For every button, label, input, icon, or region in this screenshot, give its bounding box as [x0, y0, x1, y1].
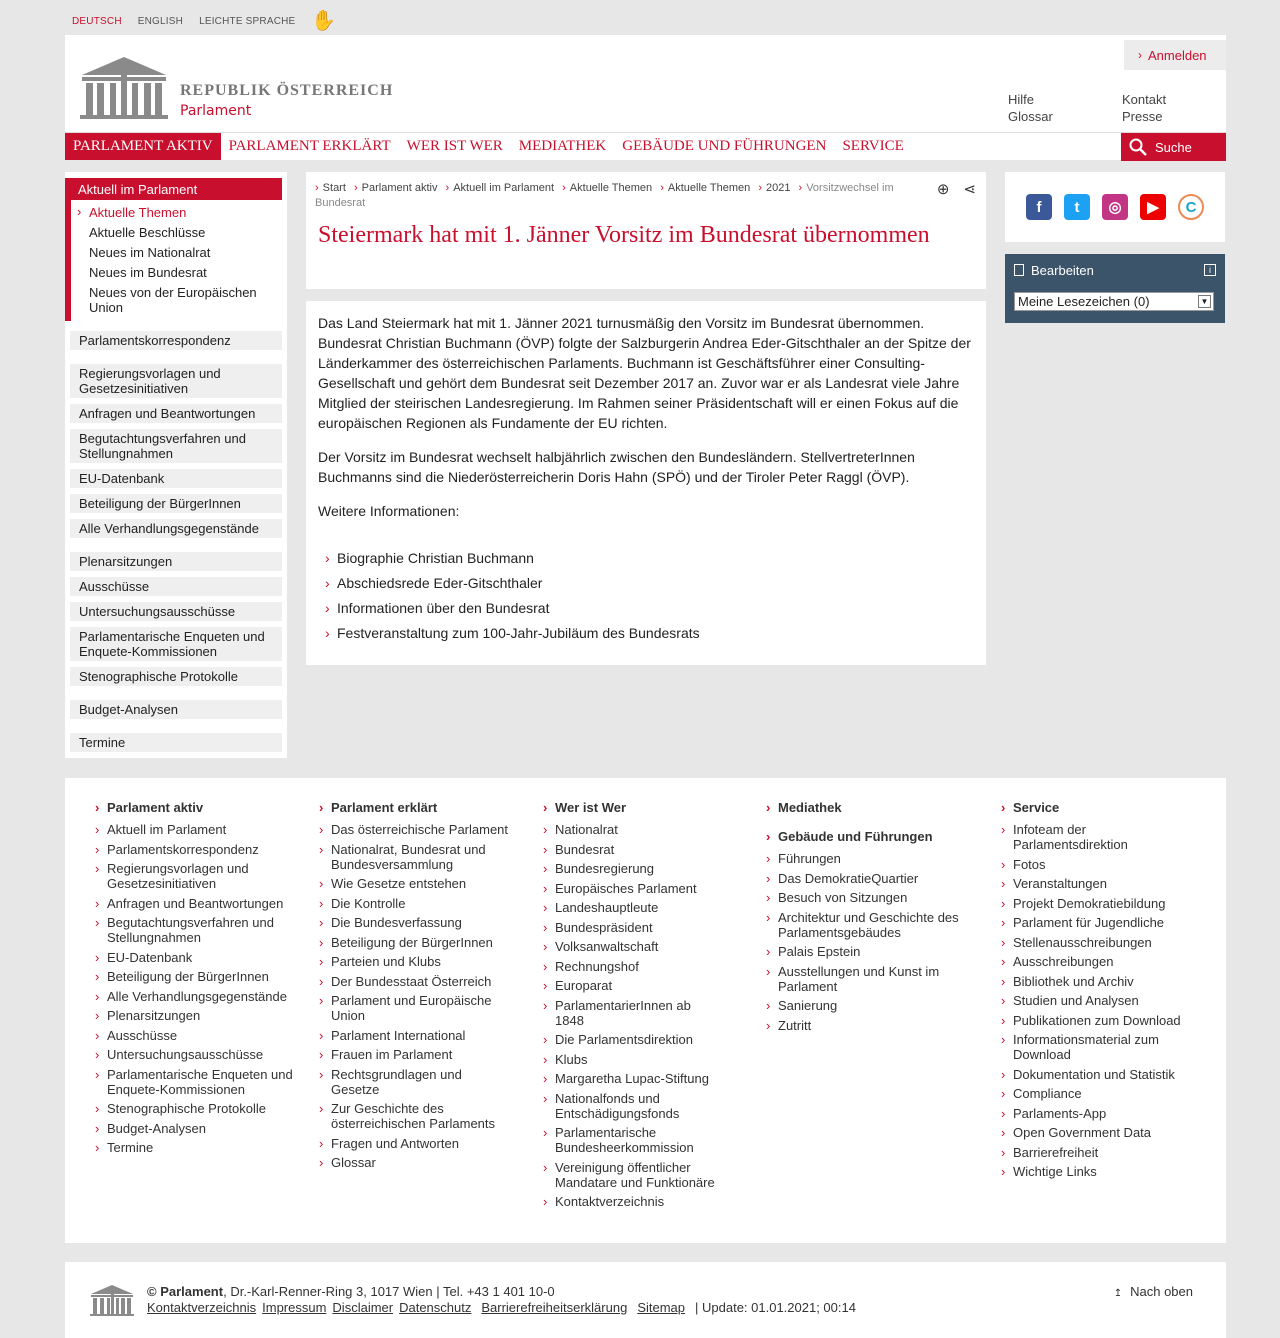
sitemap-column [543, 800, 723, 1214]
sitemap-link[interactable]: › Rechnungshof [543, 959, 723, 974]
sidebar-item[interactable]: Parlamentarische Enqueten und Enquete-Kommissionen [70, 627, 282, 661]
nav-gebaeude[interactable]: GEBÄUDE UND FÜHRUNGEN [622, 138, 827, 154]
page-title: Steiermark hat mit 1. Jänner Vorsitz im Bundesrat übernommen [318, 222, 930, 248]
glossary-link[interactable]: Glossar [1008, 109, 1053, 124]
copyright-name: Parlament [160, 1284, 224, 1299]
sitemap-heading[interactable]: › Service [1001, 800, 1191, 815]
sitemap-link[interactable]: › Das österreichische Parlament [319, 822, 509, 837]
sitemap-link[interactable]: › Europarat [543, 978, 723, 993]
footer-link-disclaimer[interactable]: Disclaimer [332, 1300, 394, 1315]
sitemap-link[interactable]: › Parteien und Klubs [319, 954, 509, 969]
footer-link-kontaktverzeichnis[interactable]: Kontaktverzeichnis [147, 1300, 257, 1315]
arrow-up-icon: ↥ [1113, 1288, 1123, 1299]
article-body [306, 301, 986, 665]
article-paragraph: Der Vorsitz im Bundesrat wechselt halbjährlich zwischen den Bundesländern. StellvertreterInnen Buchmanns sind die Niederösterreicherin Doris Hahn (SPÖ) und der Tiroler Peter Raggl (ÖVP). [318, 449, 915, 485]
breadcrumb-item[interactable]: › Parlament aktiv [354, 182, 437, 194]
sitemap-link[interactable]: › Bundesregierung [543, 861, 723, 876]
article-paragraph: Das Land Steiermark hat mit 1. Jänner 2021 turnusmäßig den Vorsitz im Bundesrat übernommen. Bundesrat Christian Buchmann (ÖVP) folgte der Salzburgerin Andrea Eder-Gitschthaler an der Spitze der Länderkammer des österreichischen Parlaments. Buchmann ist Geschäftsführer einer Consulting-Gesellschaft und gehört dem Bundesrat seit Dezember 2017 an. Zuvor war er als Landesrat viele Jahre Mitglied der steirischen Landesregierung. Im Rahmen seiner Präsidentschaft will er einen Fokus auf die europäischen Regionen als Fundamente der EU richten. [318, 315, 971, 431]
sitemap-link[interactable]: › Informationsmaterial zum Download [1001, 1032, 1191, 1062]
sidebar-item[interactable]: Alle Verhandlungsgegenstände [70, 519, 282, 538]
sidebar-item-neues-eu[interactable]: Neues von der Europäischen Union [89, 285, 257, 315]
sitemap-heading[interactable]: › Gebäude und Führungen [766, 829, 966, 844]
back-to-top-link[interactable] [1114, 1284, 1193, 1299]
related-link[interactable]: › Informationen über den Bundesrat [318, 599, 974, 617]
sidebar-submenu [65, 200, 287, 321]
sitemap-link[interactable]: › Das DemokratieQuartier [766, 871, 966, 886]
copyright-address: , Dr.-Karl-Renner-Ring 3, 1017 Wien | Tel. +43 1 401 10-0 [223, 1284, 555, 1299]
sitemap-link[interactable]: › Landeshauptleute [543, 900, 723, 915]
sidebar-item[interactable]: Beteiligung der BürgerInnen [70, 494, 282, 513]
sitemap-link[interactable]: › Fotos [1001, 857, 1191, 872]
sitemap-column [95, 800, 295, 1160]
update-info: | Update: 01.01.2021; 00:14 [695, 1300, 856, 1315]
info-icon[interactable]: i [1204, 264, 1216, 276]
bookmark-select-value: Meine Lesezeichen (0) [1018, 294, 1150, 309]
chevron-right-icon: › [1138, 48, 1142, 62]
help-link[interactable]: Hilfe [1008, 92, 1035, 107]
sitemap-link[interactable]: › Open Government Data [1001, 1125, 1191, 1140]
sitemap-link[interactable]: › Zutritt [766, 1018, 966, 1033]
sitemap-link[interactable]: › Nationalfonds und Entschädigungsfonds [543, 1091, 723, 1121]
sitemap-heading[interactable]: › Parlament erklärt [319, 800, 509, 815]
sidebar-item[interactable]: Parlamentskorrespondenz [70, 331, 282, 350]
footer-link-barrierefreiheit[interactable]: Barrierefreiheitserklärung [481, 1300, 628, 1315]
sidebar-groups [65, 331, 287, 752]
sitemap-link[interactable]: › Beteiligung der BürgerInnen [95, 969, 295, 984]
brand-title: REPUBLIK ÖSTERREICH [180, 82, 394, 99]
site-header [65, 35, 1226, 132]
sitemap-link[interactable]: › Rechtsgrundlagen und Gesetze [319, 1067, 509, 1097]
lang-easy-language[interactable]: LEICHTE SPRACHE [199, 15, 296, 27]
related-link[interactable]: › Biographie Christian Buchmann [318, 549, 974, 567]
sitemap-link[interactable]: › Parlament und Europäische Union [319, 993, 509, 1023]
document-icon [1014, 264, 1024, 276]
demokratiewebstatt-icon[interactable]: C [1178, 194, 1204, 220]
breadcrumb-item[interactable]: › Aktuell im Parlament [446, 182, 555, 194]
sidebar-item-aktuelle-beschluesse[interactable]: Aktuelle Beschlüsse [89, 225, 206, 240]
sitemap-link[interactable]: › Ausstellungen und Kunst im Parlament [766, 964, 966, 994]
sitemap-link[interactable]: › Parlamentskorrespondenz [95, 842, 295, 857]
sitemap-link[interactable]: › Volksanwaltschaft [543, 939, 723, 954]
sitemap-link[interactable]: › Alle Verhandlungsgegenstände [95, 989, 295, 1004]
breadcrumb-item[interactable]: › 2021 [758, 182, 790, 194]
more-info-label: Weitere Informationen: [318, 503, 460, 519]
sitemap-link[interactable]: › Publikationen zum Download [1001, 1013, 1191, 1028]
sitemap-heading[interactable]: › Mediathek [766, 800, 966, 815]
sitemap-link[interactable]: › Architektur und Geschichte des Parlamentsgebäudes [766, 910, 966, 940]
sitemap-link[interactable]: › Klubs [543, 1052, 723, 1067]
sitemap-link[interactable]: › Stellenausschreibungen [1001, 935, 1191, 950]
sidebar-item-neues-bundesrat[interactable]: Neues im Bundesrat [89, 265, 207, 280]
sidebar-item-neues-nationalrat[interactable]: Neues im Nationalrat [89, 245, 211, 260]
parliament-logo-small [90, 1284, 134, 1316]
share-icon[interactable]: ⋖ [963, 181, 976, 198]
sidebar-item[interactable]: Plenarsitzungen [70, 552, 282, 571]
nav-parlament-erklaert[interactable]: PARLAMENT ERKLÄRT [228, 138, 391, 154]
sidebar-item[interactable]: Termine [70, 733, 282, 752]
breadcrumb-item[interactable]: › Aktuelle Themen [660, 182, 750, 194]
sign-language-icon[interactable]: ✋ [311, 10, 337, 32]
nav-service[interactable]: SERVICE [842, 138, 904, 154]
twitter-icon[interactable]: t [1064, 194, 1090, 220]
sitemap-link[interactable]: › Beteiligung der BürgerInnen [319, 935, 509, 950]
instagram-icon[interactable]: ◎ [1102, 194, 1128, 220]
breadcrumb-current: › Vorsitzwechsel im Bundesrat [315, 182, 894, 209]
sitemap-link[interactable]: › Parlament International [319, 1028, 509, 1043]
footer-sitemap [65, 778, 1226, 1243]
chevron-down-icon: ▼ [1198, 295, 1211, 308]
contact-link[interactable]: Kontakt [1122, 92, 1167, 107]
sitemap-link[interactable]: › Ausschreibungen [1001, 954, 1191, 969]
sitemap-link[interactable]: › Europäisches Parlament [543, 881, 723, 896]
sitemap-link[interactable]: › Anfragen und Beantwortungen [95, 896, 295, 911]
article-header [306, 172, 986, 289]
sitemap-column [1001, 800, 1191, 1184]
breadcrumb [315, 181, 905, 211]
sitemap-link[interactable]: › ParlamentarierInnen ab 1848 [543, 998, 723, 1028]
sitemap-link[interactable]: › Untersuchungsausschüsse [95, 1047, 295, 1062]
sitemap-link[interactable]: › Der Bundesstaat Österreich [319, 974, 509, 989]
sidebar [65, 172, 287, 758]
brand-subtitle: Parlament [180, 103, 252, 119]
sitemap-link[interactable]: › Termine [95, 1140, 295, 1155]
sitemap-link[interactable]: › Parlamentarische Enqueten und Enquete-Kommissionen [95, 1067, 295, 1097]
sitemap-link[interactable]: › Palais Epstein [766, 944, 966, 959]
sitemap-link[interactable]: › Veranstaltungen [1001, 876, 1191, 891]
sitemap-link[interactable]: › Nationalrat [543, 822, 723, 837]
bottom-footer [65, 1262, 1226, 1338]
sitemap-link[interactable]: › Zur Geschichte des österreichischen Parlaments [319, 1101, 509, 1131]
bookmark-header [1014, 262, 1216, 278]
sitemap-link[interactable]: › Compliance [1001, 1086, 1191, 1101]
main-navigation [65, 132, 1226, 160]
sitemap-link[interactable]: › Parlament für Jugendliche [1001, 915, 1191, 930]
search-label: Suche [1155, 139, 1192, 155]
nav-parlament-aktiv[interactable]: PARLAMENT AKTIV [65, 133, 221, 160]
sitemap-link[interactable]: › Vereinigung öffentlicher Mandatare und Funktionäre [543, 1160, 723, 1190]
sitemap-column [319, 800, 509, 1175]
sitemap-link[interactable]: › Sanierung [766, 998, 966, 1013]
bookmark-select[interactable] [1014, 292, 1214, 311]
sitemap-link[interactable]: › Plenarsitzungen [95, 1008, 295, 1023]
language-bar [72, 10, 337, 32]
sitemap-link[interactable]: › Die Parlamentsdirektion [543, 1032, 723, 1047]
sitemap-column [766, 800, 966, 1037]
sitemap-link[interactable]: › Barrierefreiheit [1001, 1145, 1191, 1160]
sitemap-link[interactable]: › Stenographische Protokolle [95, 1101, 295, 1116]
sitemap-link[interactable]: › Aktuell im Parlament [95, 822, 295, 837]
sidebar-item[interactable]: Ausschüsse [70, 577, 282, 596]
sitemap-link[interactable]: › Bundesrat [543, 842, 723, 857]
sitemap-link[interactable]: › Besuch von Sitzungen [766, 890, 966, 905]
parliament-logo[interactable] [80, 55, 168, 119]
sitemap-link[interactable]: › Glossar [319, 1155, 509, 1170]
sidebar-item[interactable]: EU-Datenbank [70, 469, 282, 488]
sidebar-item-aktuelle-themen[interactable]: › Aktuelle Themen [71, 204, 287, 221]
sitemap-link[interactable]: › Bundespräsident [543, 920, 723, 935]
sitemap-link[interactable]: › Kontaktverzeichnis [543, 1194, 723, 1209]
nav-wer-ist-wer[interactable]: WER IST WER [406, 138, 503, 154]
sitemap-link[interactable]: › Begutachtungsverfahren und Stellungnahmen [95, 915, 295, 945]
copyright-symbol: © [147, 1284, 157, 1299]
footer-link-sitemap[interactable]: Sitemap [637, 1300, 686, 1315]
breadcrumb-item[interactable]: › Start [315, 182, 346, 194]
bookmark-widget [1005, 254, 1225, 323]
article-tools [937, 180, 976, 198]
related-link[interactable]: › Festveranstaltung zum 100-Jahr-Jubiläum des Bundesrats [318, 624, 974, 642]
sitemap-link[interactable]: › EU-Datenbank [95, 950, 295, 965]
sitemap-link[interactable]: › Fragen und Antworten [319, 1136, 509, 1151]
footer-links [147, 1300, 856, 1315]
sitemap-link[interactable]: › Die Kontrolle [319, 896, 509, 911]
sitemap-link[interactable]: › Ausschüsse [95, 1028, 295, 1043]
facebook-icon[interactable]: f [1026, 194, 1052, 220]
sitemap-link[interactable]: › Führungen [766, 851, 966, 866]
copyright-line [147, 1284, 555, 1299]
sitemap-link[interactable]: › Wichtige Links [1001, 1164, 1191, 1179]
footer-link-impressum[interactable]: Impressum [262, 1300, 327, 1315]
lang-english[interactable]: ENGLISH [137, 15, 184, 27]
login-label: Anmelden [1148, 47, 1207, 63]
sitemap-link[interactable]: › Bibliothek und Archiv [1001, 974, 1191, 989]
utility-links [1008, 92, 1222, 124]
search-icon [1129, 138, 1147, 156]
login-button[interactable] [1124, 40, 1226, 70]
sitemap-heading[interactable]: › Wer ist Wer [543, 800, 723, 815]
nav-mediathek[interactable]: MEDIATHEK [518, 138, 607, 154]
sitemap-link[interactable]: › Parlamentarische Bundesheerkommission [543, 1125, 723, 1155]
search-button[interactable] [1121, 133, 1226, 161]
sitemap-link[interactable]: › Studien und Analysen [1001, 993, 1191, 1008]
sidebar-item[interactable]: Begutachtungsverfahren und Stellungnahmen [70, 429, 282, 463]
social-links [1005, 172, 1225, 242]
sitemap-link[interactable]: › Frauen im Parlament [319, 1047, 509, 1062]
sidebar-item[interactable]: Untersuchungsausschüsse [70, 602, 282, 621]
sidebar-item[interactable]: Anfragen und Beantwortungen [70, 404, 282, 423]
sidebar-item[interactable]: Stenographische Protokolle [70, 667, 282, 686]
sitemap-link[interactable]: › Margaretha Lupac-Stiftung [543, 1071, 723, 1086]
sitemap-link[interactable]: › Parlaments-App [1001, 1106, 1191, 1121]
sidebar-heading[interactable]: Aktuell im Parlament [65, 178, 282, 200]
related-link[interactable]: › Abschiedsrede Eder-Gitschthaler [318, 574, 974, 592]
sidebar-item[interactable]: Budget-Analysen [70, 700, 282, 719]
footer-link-datenschutz[interactable]: Datenschutz [399, 1300, 472, 1315]
press-link[interactable]: Presse [1122, 109, 1163, 124]
back-to-top-label: Nach oben [1130, 1284, 1193, 1299]
sitemap-link[interactable]: › Wie Gesetze entstehen [319, 876, 509, 891]
bookmark-edit-label[interactable]: Bearbeiten [1031, 262, 1094, 278]
sitemap-link[interactable]: › Budget-Analysen [95, 1121, 295, 1136]
sitemap-heading[interactable]: › Parlament aktiv [95, 800, 295, 815]
add-bookmark-icon[interactable]: ⊕ [936, 181, 950, 198]
lang-deutsch[interactable]: DEUTSCH [72, 15, 122, 27]
sitemap-link[interactable]: › Regierungsvorlagen und Gesetzesinitiativen [95, 861, 295, 891]
related-links [318, 549, 974, 642]
sitemap-link[interactable]: › Projekt Demokratiebildung [1001, 896, 1191, 911]
sitemap-link[interactable]: › Nationalrat, Bundesrat und Bundesversammlung [319, 842, 509, 872]
youtube-icon[interactable]: ▶ [1140, 194, 1166, 220]
breadcrumb-item[interactable]: › Aktuelle Themen [562, 182, 652, 194]
sidebar-item[interactable]: Regierungsvorlagen und Gesetzesinitiativen [70, 364, 282, 398]
sitemap-link[interactable]: › Dokumentation und Statistik [1001, 1067, 1191, 1082]
sitemap-link[interactable]: › Infoteam der Parlamentsdirektion [1001, 822, 1191, 852]
sitemap-link[interactable]: › Die Bundesverfassung [319, 915, 509, 930]
